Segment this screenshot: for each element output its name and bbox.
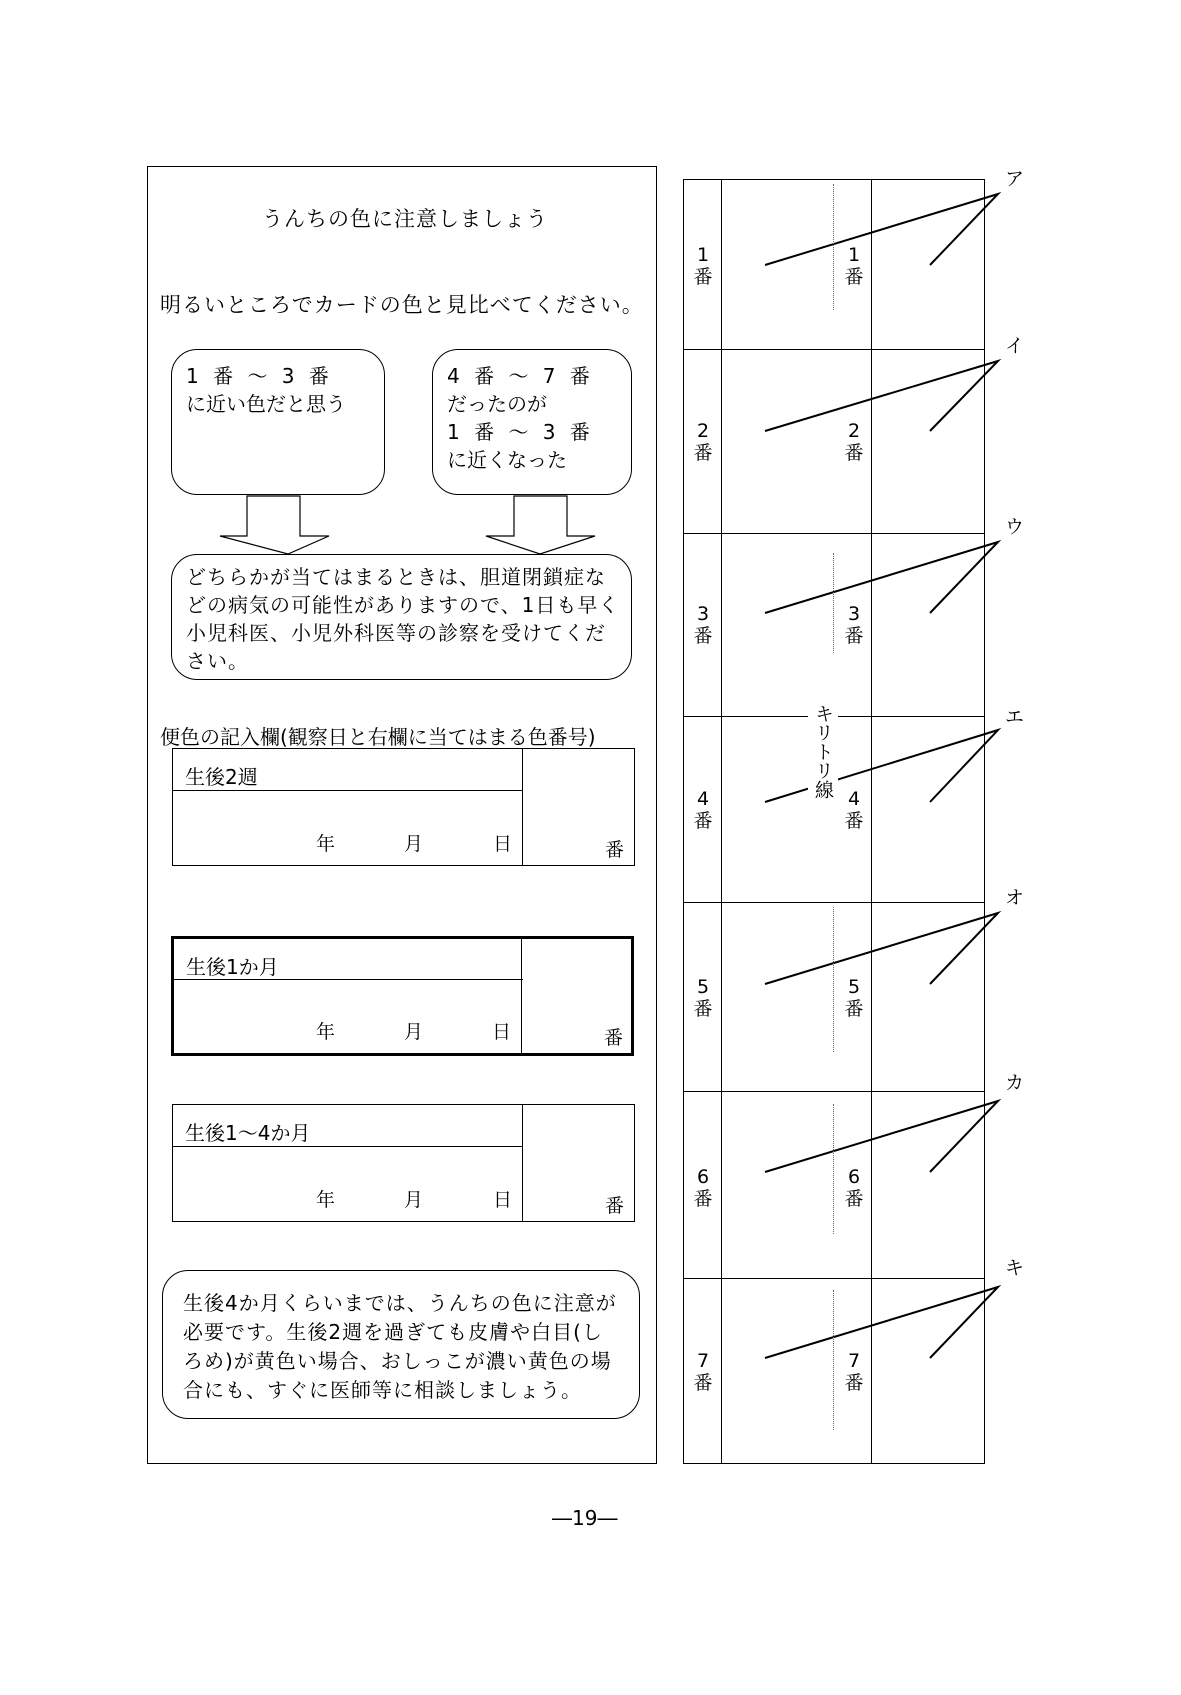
warning-line: 小児科医、小児外科医等の診察を受けてくだ	[186, 621, 606, 645]
row-letter-o: オ	[1005, 887, 1025, 909]
record-label: 生後1か月	[186, 955, 279, 979]
row-number-3-mid: 3 番	[844, 603, 864, 647]
condition-right-line3: 1 番 ～ 3 番	[447, 420, 594, 444]
warning-line: どちらかが当てはまるときは、胆道閉鎖症な	[186, 565, 606, 589]
warning-box	[171, 554, 632, 680]
down-arrow-icon-left	[220, 496, 329, 554]
row-number-1-mid: 1 番	[844, 244, 864, 288]
cut-line-dotted	[833, 553, 834, 653]
number-label: 番	[605, 1195, 625, 1217]
note-line: ろめ)が黄色い場合、おしっこが濃い黄色の場	[183, 1349, 612, 1373]
record-label: 生後1～4か月	[185, 1121, 311, 1145]
row-number-7: 7 番	[693, 1350, 713, 1394]
month-label: 月	[404, 1189, 424, 1211]
record-box-2weeks	[172, 748, 635, 866]
row-number-6-mid: 6 番	[844, 1166, 864, 1210]
down-arrow-icon-right	[486, 496, 595, 554]
color-chart-grid	[683, 179, 985, 1464]
row-number-1: 1 番	[693, 244, 713, 288]
row-number-5: 5 番	[693, 976, 713, 1020]
cut-line-label: キリトリ線	[808, 702, 838, 801]
month-label: 月	[404, 1021, 424, 1043]
number-label: 番	[605, 839, 625, 861]
note-box	[162, 1270, 640, 1419]
record-label: 生後2週	[185, 765, 258, 789]
row-letter-ka: カ	[1005, 1072, 1025, 1094]
warning-line: さい。	[186, 649, 249, 673]
cut-line-dotted	[833, 1290, 834, 1430]
row-letter-e: エ	[1005, 706, 1025, 728]
row-number-4: 4 番	[693, 788, 713, 832]
row-number-2: 2 番	[693, 420, 713, 464]
record-box-1-4months	[172, 1104, 635, 1222]
warning-line: どの病気の可能性がありますので、1日も早く	[186, 593, 620, 617]
condition-left-line2: に近い色だと思う	[186, 392, 346, 416]
row-letter-u: ウ	[1005, 516, 1025, 538]
row-number-4-mid: 4 番	[844, 788, 864, 832]
card-title: うんちの色に注意しましょう	[262, 207, 548, 231]
entry-title: 便色の記入欄(観察日と右欄に当てはまる色番号)	[160, 725, 596, 749]
note-line: 生後4か月くらいまでは、うんちの色に注意が	[183, 1291, 617, 1315]
condition-right-line4: に近くなった	[447, 448, 567, 472]
year-label: 年	[316, 833, 336, 855]
day-label: 日	[492, 1021, 512, 1043]
row-number-6: 6 番	[693, 1166, 713, 1210]
year-label: 年	[316, 1189, 336, 1211]
row-letter-ki: キ	[1005, 1257, 1025, 1279]
month-label: 月	[404, 833, 424, 855]
condition-right-line1: 4 番 ～ 7 番	[447, 364, 594, 388]
row-letter-a: ア	[1005, 168, 1025, 190]
condition-right-line2: だったのが	[447, 392, 547, 416]
row-letter-i: イ	[1005, 335, 1025, 357]
instruction-text: 明るいところでカードの色と見比べてください。	[160, 293, 644, 317]
note-line: 必要です。生後2週を過ぎても皮膚や白目(し	[183, 1320, 603, 1344]
condition-left-line1: 1 番 ～ 3 番	[186, 364, 333, 388]
day-label: 日	[493, 1189, 513, 1211]
row-number-2-mid: 2 番	[844, 420, 864, 464]
row-number-7-mid: 7 番	[844, 1350, 864, 1394]
cut-line-dotted	[833, 184, 834, 310]
record-box-1month	[171, 936, 634, 1056]
row-number-3: 3 番	[693, 603, 713, 647]
day-label: 日	[493, 833, 513, 855]
cut-line-dotted	[833, 1104, 834, 1234]
year-label: 年	[316, 1021, 336, 1043]
cut-line-dotted	[833, 907, 834, 1052]
note-line: 合にも、すぐに医師等に相談しましょう。	[183, 1378, 582, 1402]
page-number: ―19―	[552, 1506, 618, 1530]
row-number-5-mid: 5 番	[844, 976, 864, 1020]
number-label: 番	[604, 1027, 624, 1049]
